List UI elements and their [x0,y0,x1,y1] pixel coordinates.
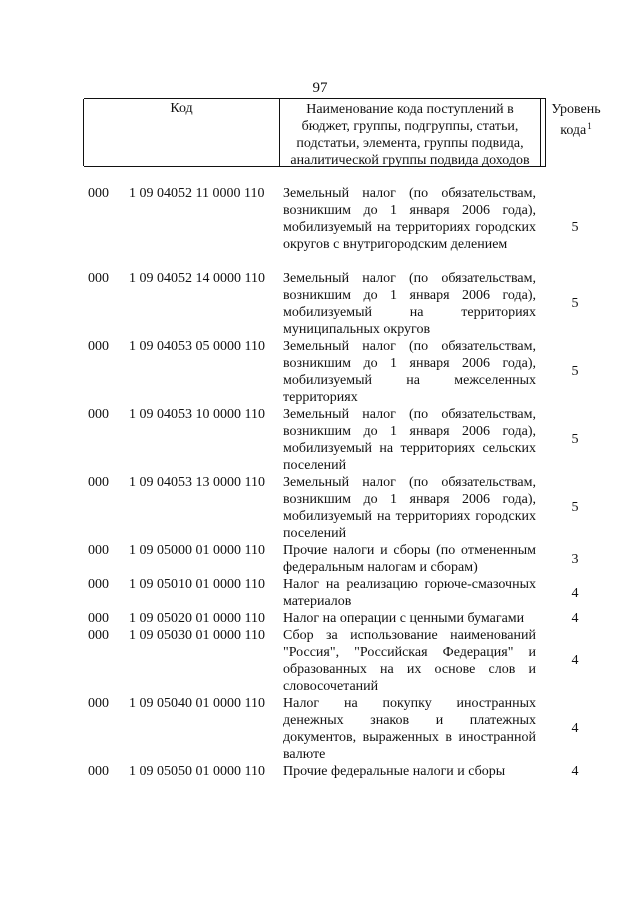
code-level: 5 [571,432,579,447]
table-row [0,474,640,542]
header-level-line [544,118,608,139]
header-name-line: Наименование кода поступлений в [306,102,514,117]
admin-code: 000 [88,407,109,422]
code-level: 4 [571,721,579,736]
income-name: Земельный налог (по обязательствам, возникшим до 1 января 2006 года), мобилизуемый на территориях сельских поселений [283,407,536,473]
admin-code: 000 [88,186,109,201]
code-level: 5 [571,220,579,235]
table-row [0,542,640,576]
code-level: 3 [571,552,579,567]
admin-code: 000 [88,764,109,779]
table-row [0,695,640,763]
code-level: 4 [571,611,579,626]
income-name: Сбор за использование наименований "Россия", "Российская Федерация" и образованных на их основе слов и словосочетаний [283,628,536,694]
table-header [84,98,601,168]
income-code: 1 09 05050 01 0000 110 [129,764,265,779]
income-name: Налог на операции с ценными бумагами [283,611,525,626]
income-code: 1 09 04052 14 0000 110 [129,271,265,286]
table-row [0,406,640,474]
page-number: 97 [312,80,328,96]
income-name: Земельный налог (по обязательствам, возникшим до 1 января 2006 года), мобилизуемый на территориях городских округов с внутригородским делением [283,186,536,252]
income-name: Земельный налог (по обязательствам, возникшим до 1 января 2006 года), мобилизуемый на территориях муниципальных округов [283,271,536,337]
header-name-line: бюджет, группы, подгруппы, статьи, [301,119,519,134]
admin-code: 000 [88,271,109,286]
header-name-line: подстатьи, элемента, группы подвида, [296,136,524,151]
header-name [280,101,540,169]
income-code: 1 09 05030 01 0000 110 [129,628,265,643]
income-code: 1 09 04053 05 0000 110 [129,339,265,354]
income-code: 1 09 04052 11 0000 110 [129,186,265,201]
table-row [0,627,640,695]
header-divider-name [540,99,541,166]
income-name: Земельный налог (по обязательствам, возникшим до 1 января 2006 года), мобилизуемый на территориях городских поселений [283,475,536,541]
header-level-line: Уровень [551,102,601,117]
admin-code: 000 [88,543,109,558]
income-name: Налог на реализацию горюче-смазочных материалов [283,577,536,609]
income-name: Прочие налоги и сборы (по отмененным федеральным налогам и сборам) [283,543,536,575]
income-name: Прочие федеральные налоги и сборы [283,764,506,779]
admin-code: 000 [88,611,109,626]
code-level: 4 [571,586,579,601]
table-row [0,610,640,627]
table-row [0,763,640,780]
income-code: 1 09 05010 01 0000 110 [129,577,265,592]
code-level: 4 [571,653,579,668]
income-code: 1 09 04053 10 0000 110 [129,407,265,422]
income-code: 1 09 05040 01 0000 110 [129,696,265,711]
code-level: 4 [571,764,579,779]
header-level [544,101,608,139]
income-code: 1 09 04053 13 0000 110 [129,475,265,490]
header-level-text: кода [560,123,587,138]
income-code: 1 09 05000 01 0000 110 [129,543,265,558]
code-level: 5 [571,500,579,515]
table-row [0,576,640,610]
header-name-line: аналитической группы подвида доходов [290,153,530,168]
admin-code: 000 [88,628,109,643]
table-row [0,185,640,270]
table-row [0,270,640,338]
income-name: Земельный налог (по обязательствам, возникшим до 1 января 2006 года), мобилизуемый на межселенных территориях [283,339,536,405]
table-row [0,338,640,406]
code-level: 5 [571,296,579,311]
admin-code: 000 [88,475,109,490]
income-code: 1 09 05020 01 0000 110 [129,611,265,626]
admin-code: 000 [88,696,109,711]
footnote-marker: 1 [587,121,592,131]
table-body [0,185,640,780]
income-name: Налог на покупку иностранных денежных знаков и платежных документов, выраженных в иностранной валюте [283,696,536,762]
code-level: 5 [571,364,579,379]
admin-code: 000 [88,577,109,592]
admin-code: 000 [88,339,109,354]
header-code: Код [170,101,193,116]
